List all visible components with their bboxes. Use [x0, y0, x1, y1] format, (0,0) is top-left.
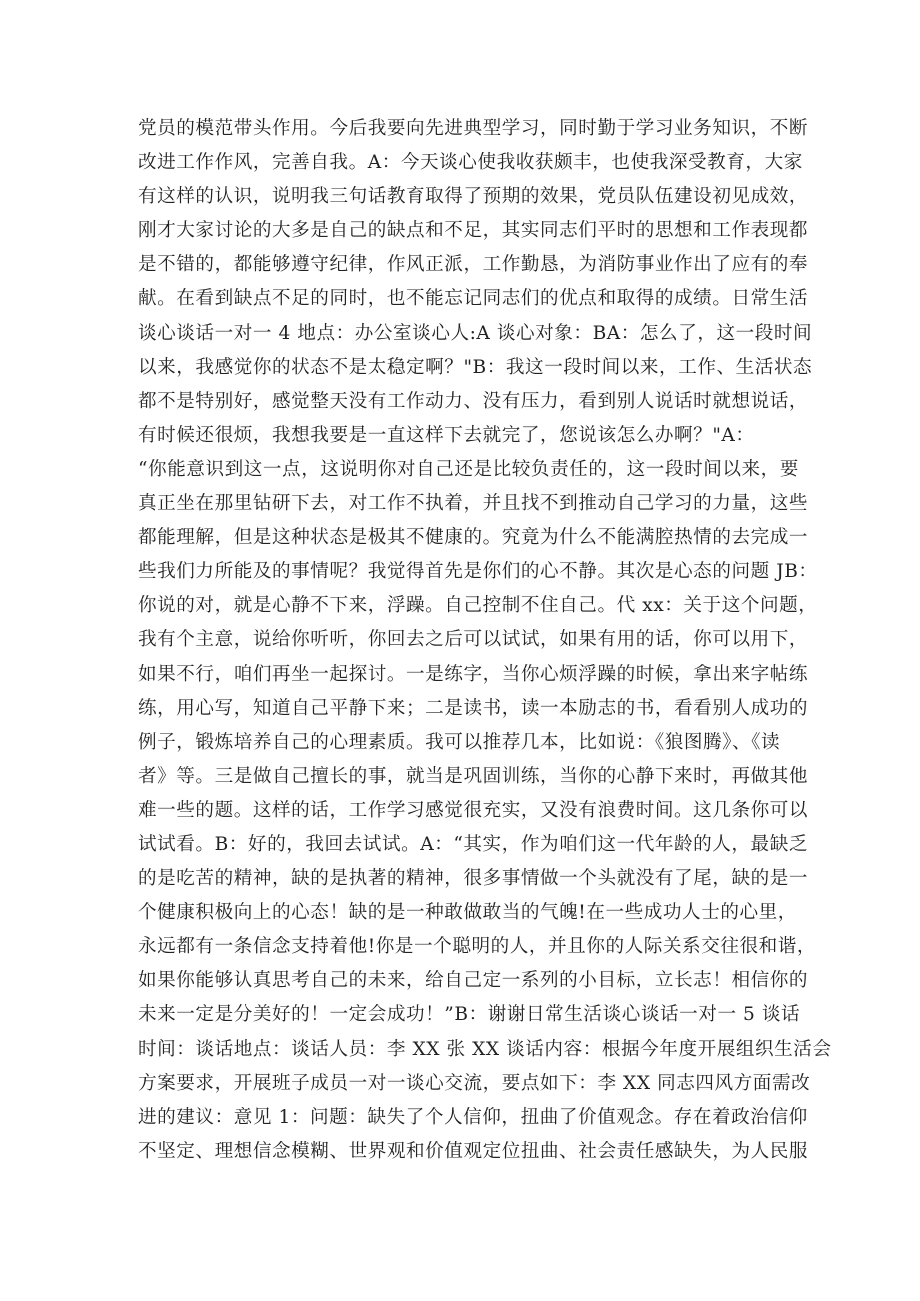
text-line: 练，用心写，知道自己平静下来；二是读书，读一本励志的书，看看别人成功的 [138, 697, 809, 719]
text-line: 如果你能够认真思考自己的未来，给自己定一系列的小目标，立长志！相信你的 [138, 970, 809, 992]
text-line: 谈心谈话一对一 4 地点：办公室谈心人:A 谈心对象：BA：怎么了，这一段时间 [138, 322, 813, 344]
text-line: 些我们力所能及的事情呢？我觉得首先是你们的心不静。其次是心态的问题 JB： [138, 561, 818, 583]
text-line: 的是吃苦的精神，缺的是执著的精神，很多事情做一个头就没有了尾，缺的是一 [138, 868, 809, 890]
text-line: 个健康积极向上的心态！缺的是一种敢做敢当的气魄!在一些成功人士的心里， [138, 902, 797, 924]
text-line: 都不是特别好，感觉整天没有工作动力、没有压力，看到别人说话时就想说话， [138, 390, 809, 412]
text-line: 你说的对，就是心静不下来，浮躁。自己控制不住自己。代 xx：关于这个问题， [138, 595, 818, 617]
text-line: 改进工作作风，完善自我。A：今天谈心使我收获颇丰，也使我深受教育，大家 [138, 152, 803, 174]
text-line: 者》等。三是做自己擅长的事，就当是巩固训练，当你的心静下来时，再做其他 [138, 765, 809, 787]
text-line: 我有个主意，说给你听听，你回去之后可以试试，如果有用的话，你可以用下， [138, 629, 809, 651]
text-line: 进的建议：意见 1：问题：缺失了个人信仰，扭曲了价值观念。存在着政治信仰 [138, 1106, 808, 1128]
text-line: 如果不行，咱们再坐一起探讨。一是练字，当你心烦浮躁的时候，拿出来字帖练 [138, 663, 809, 685]
text-line: 是不错的，都能够遵守纪律，作风正派，工作勤恳，为消防事业作出了应有的奉 [138, 254, 809, 276]
text-line: 刚才大家讨论的大多是自己的缺点和不足，其实同志们平时的思想和工作表现都 [138, 220, 809, 242]
text-line: 例子，锻炼培养自己的心理素质。我可以推荐几本，比如说：《狼图腾》、《读 [138, 731, 781, 753]
text-line: 献。在看到缺点不足的同时，也不能忘记同志们的优点和取得的成绩。日常生活 [138, 288, 809, 310]
text-line: “你能意识到这一点，这说明你对自己还是比较负责任的，这一段时间以来，要 [138, 458, 799, 480]
text-line: 永远都有一条信念支持着他!你是一个聪明的人，并且你的人际关系交往很和谐， [138, 936, 817, 958]
text-line: 真正坐在那里钻研下去，对工作不执着，并且找不到推动自己学习的力量，这些 [138, 493, 809, 515]
text-line: 方案要求，开展班子成员一对一谈心交流，要点如下：李 XX 同志四风方面需改 [138, 1072, 811, 1094]
body-text [138, 112, 832, 1169]
text-line: 以来，我感觉你的状态不是太稳定啊？"B：我这一段时间以来，工作、生活状态 [138, 356, 813, 378]
text-line: 时间：谈话地点：谈话人员：李 XX 张 XX 谈话内容：根据今年度开展组织生活会 [138, 1038, 832, 1060]
text-line: 未来一定是分美好的！一定会成功！”B：谢谢日常生活谈心谈话一对一 5 谈话 [138, 1004, 801, 1026]
text-line: 有时候还很烦，我想我要是一直这样下去就完了，您说该怎么办啊？"A： [138, 424, 755, 446]
text-line: 都能理解，但是这种状态是极其不健康的。究竟为什么不能满腔热情的去完成一 [138, 527, 809, 549]
text-line: 不坚定、理想信念模糊、世界观和价值观定位扭曲、社会责任感缺失，为人民服 [138, 1140, 809, 1162]
text-line: 难一些的题。这样的话，工作学习感觉很充实，又没有浪费时间。这几条你可以 [138, 799, 809, 821]
text-line: 党员的模范带头作用。今后我要向先进典型学习，同时勤于学习业务知识，不断 [138, 118, 809, 139]
text-line: 有这样的认识，说明我三句话教育取得了预期的效果，党员队伍建设初见成效， [138, 186, 809, 208]
text-line: 试试看。B：好的，我回去试试。A：“其实，作为咱们这一代年龄的人，最缺乏 [138, 833, 808, 855]
